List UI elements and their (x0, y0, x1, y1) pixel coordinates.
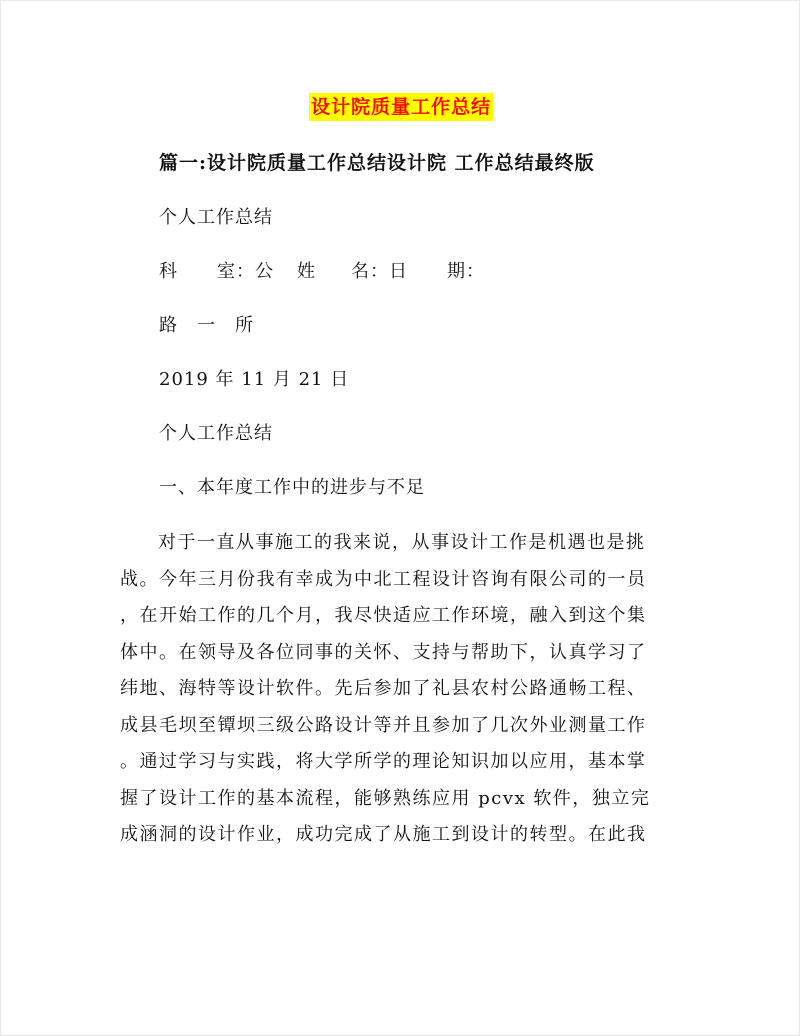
paragraph-line: ，在开始工作的几个月，我尽快适应工作环境，融入到这个集 (120, 605, 647, 626)
paragraph-line: 成涵洞的设计作业，成功完成了从施工到设计的转型。在此我 (120, 824, 647, 845)
document-subtitle: 篇一:设计院质量工作总结设计院 工作总结最终版 (159, 152, 595, 174)
dept-label: 科 (159, 261, 178, 282)
heading-personal-summary-2: 个人工作总结 (159, 423, 273, 444)
section-heading: 一、本年度工作中的进步与不足 (159, 477, 425, 498)
paragraph-line: 纬地、海特等设计软件。先后参加了礼县农村公路通畅工程、 (120, 678, 647, 699)
paragraph-line: 。通过学习与实践，将大学所学的理论知识加以应用，基本掌 (120, 751, 647, 772)
paragraph-line: 战。今年三月份我有幸成为中北工程设计咨询有限公司的一员 (120, 568, 647, 590)
info-line (159, 258, 485, 286)
heading-personal-summary: 个人工作总结 (159, 207, 273, 228)
body-paragraph (120, 525, 690, 854)
date-line: 2019 年 11 月 21 日 (159, 369, 350, 390)
document-title: 设计院质量工作总结 (309, 93, 493, 121)
paragraph-line: 对于一直从事施工的我来说，从事设计工作是机遇也是挑 (158, 532, 646, 553)
title-container (1, 93, 800, 121)
name-label-2: 名：日 (351, 261, 408, 282)
paragraph-line: 握了设计工作的基本流程，能够熟练应用 pcvx 软件，独立完 (120, 787, 651, 809)
paragraph-line: 体中。在领导及各位同事的关怀、支持与帮助下，认真学习了 (120, 641, 647, 663)
dept-label-2: 室：公 (217, 261, 274, 282)
unit-line: 路 一 所 (159, 315, 254, 336)
paragraph-line: 成县毛坝至镡坝三级公路设计等并且参加了几次外业测量工作 (120, 714, 647, 736)
date-label: 期： (447, 261, 485, 282)
name-label: 姓 (297, 261, 316, 282)
